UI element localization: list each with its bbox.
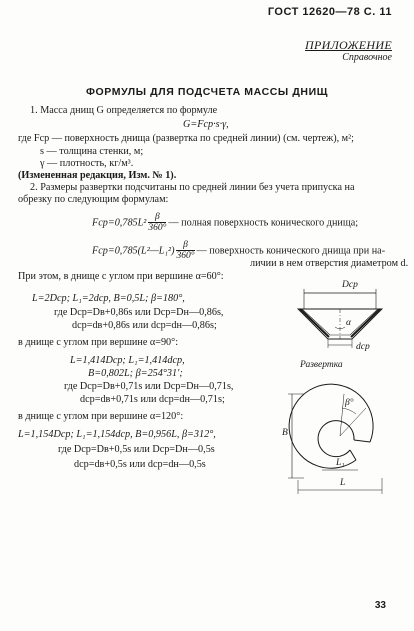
- note-alpha-60: При этом, в днище с углом при вершине α=60°:: [18, 271, 224, 282]
- s1-where-f: где Fср — поверхность днища (развертка по средней линии) (см. чертеж), м²;: [18, 133, 355, 144]
- s1-formula: G=Fср·s·γ,: [183, 119, 229, 130]
- page-number: 33: [374, 600, 386, 611]
- dev-label-L1: L₁: [336, 458, 345, 468]
- gost-header: ГОСТ 12620—78 С. 11: [267, 6, 392, 18]
- dev-label-beta: β°: [345, 398, 354, 408]
- a90-line1: L=1,414Dср; L₁=1,414dср,: [70, 355, 185, 366]
- a90-line3: где Dср=Dв+0,71s или Dср=Dн—0,71s,: [64, 381, 234, 392]
- s1-where-gamma: γ — плотность, кг/м³.: [40, 158, 134, 169]
- dev-label-L: L: [340, 478, 346, 488]
- dev-label-B: B: [282, 428, 288, 438]
- a120-line3: dср=dв+0,5s или dср=dн—0,5s: [74, 459, 206, 470]
- a90-line4: dср=dв+0,71s или dср=dн—0,71s;: [80, 394, 225, 405]
- a120-line2: где Dср=Dв+0,5s или Dср=Dн—0,5s: [58, 444, 215, 455]
- cone-label-D: Dср: [342, 280, 358, 290]
- a60-line3: dср=dв+0,86s или dср=dн—0,86s;: [72, 320, 217, 331]
- cone-drawing: [290, 280, 390, 355]
- development-caption: Развертка: [300, 360, 343, 370]
- page-title: ФОРМУЛЫ ДЛЯ ПОДСЧЕТА МАССЫ ДНИЩ: [85, 86, 329, 98]
- s1-intro: 1. Масса днищ G определяется по формуле: [30, 105, 218, 116]
- formula-full-fraction: $\frac{\beta}{360^\circ}$: [148, 212, 167, 233]
- cone-label-alpha: α: [346, 318, 351, 328]
- appendix-label: ПРИЛОЖЕНИЕ: [305, 38, 392, 52]
- formula-hole-desc: — поверхность конического днища при на-: [196, 245, 386, 257]
- s2-line2: обрезку по следующим формулам:: [18, 194, 169, 205]
- s1-where-s: s — толщина стенки, м;: [40, 146, 144, 157]
- formula-full-desc: — полная поверхность конического днища;: [168, 217, 359, 229]
- a120-head: в днище с углом при вершине α=120°:: [18, 411, 184, 422]
- reference-label: Справочное: [342, 52, 392, 63]
- formula-hole-lhs: Fср=0,785(L²—L₁²): [92, 245, 175, 257]
- cone-label-d: dср: [356, 342, 370, 352]
- a60-line1: L=2Dср; L₁=2dср, B=0,5L; β=180°,: [32, 293, 185, 304]
- s2-line1: 2. Размеры развертки подсчитаны по средней линии без учета припуска на: [30, 182, 355, 193]
- development-drawing: [284, 378, 396, 498]
- s2-formula-full: [92, 212, 358, 234]
- a60-line2: где Dср=Dв+0,86s или Dср=Dн—0,86s,: [54, 307, 224, 318]
- formula-full-lhs: Fср=0,785L²: [92, 217, 147, 229]
- s1-edition: (Измененная редакция, Изм. № 1).: [18, 170, 177, 181]
- a120-line1: L=1,154Dср; L₁=1,154dср, B=0,956L, β=312°,: [18, 429, 216, 440]
- formula-hole-fraction: $\frac{\beta}{360^\circ}$: [176, 240, 195, 261]
- a90-line2: B=0,802L; β=254°31′;: [88, 368, 183, 379]
- formula-hole-desc-2: личии в нем отверстия диаметром d.: [250, 258, 409, 269]
- a90-head: в днище с углом при вершине α=90°:: [18, 337, 179, 348]
